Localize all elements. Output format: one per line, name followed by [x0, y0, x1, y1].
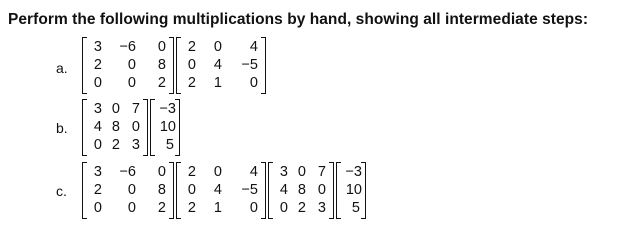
matrix-entry: 10 — [159, 119, 176, 135]
matrix-entry: 2 — [93, 182, 102, 198]
matrix-entry: 2 — [187, 39, 196, 55]
problem-label: a. — [56, 60, 68, 76]
matrix-entry: 0 — [127, 182, 136, 198]
instruction-heading: Perform the following multiplications by hand, showing all intermediate steps: — [8, 11, 589, 28]
matrix-entry: 0 — [213, 39, 222, 55]
matrix-entry: 7 — [131, 101, 140, 117]
matrix — [82, 162, 174, 220]
matrix-entry: 2 — [157, 75, 166, 91]
matrix-entry: 0 — [279, 200, 288, 216]
matrix-entry: 2 — [187, 164, 196, 180]
matrix-entry: 2 — [187, 200, 196, 216]
problem-label: c. — [56, 183, 67, 199]
matrix — [82, 37, 174, 95]
matrix — [150, 99, 180, 157]
matrix-entry: 4 — [93, 119, 102, 135]
matrix-entry: 8 — [111, 119, 120, 135]
matrix-entry: 5 — [165, 137, 174, 153]
matrix-entry: 4 — [279, 182, 288, 198]
matrix-entry: 2 — [297, 200, 306, 216]
matrix-entry: 1 — [213, 200, 222, 216]
matrix-entry: 3 — [317, 200, 326, 216]
problem-b — [0, 99, 619, 159]
problem-c — [0, 162, 619, 222]
matrix-entry: 2 — [93, 57, 102, 73]
matrix-entry: 3 — [93, 39, 102, 55]
matrix-entry: 0 — [249, 200, 258, 216]
problem-a — [0, 37, 619, 97]
matrix-entry: 0 — [127, 75, 136, 91]
matrix — [336, 162, 366, 220]
matrix-entry: 0 — [127, 200, 136, 216]
matrix-entry: 4 — [249, 39, 258, 55]
matrix-entry: 0 — [93, 200, 102, 216]
matrix-entry: 0 — [187, 182, 196, 198]
problem-label: b. — [56, 120, 68, 136]
matrix-entry: −6 — [119, 164, 136, 180]
matrix-entry: −3 — [159, 101, 176, 117]
matrix-entry: 4 — [213, 182, 222, 198]
matrix-entry: 4 — [213, 57, 222, 73]
matrix-entry: 0 — [157, 164, 166, 180]
matrix-entry: 10 — [345, 182, 362, 198]
matrix-entry: 3 — [131, 137, 140, 153]
matrix-entry: 0 — [93, 137, 102, 153]
matrix-entry: 1 — [213, 75, 222, 91]
matrix-entry: 0 — [317, 182, 326, 198]
matrix-entry: 0 — [111, 101, 120, 117]
matrix-entry: 0 — [213, 164, 222, 180]
matrix-entry: 7 — [317, 164, 326, 180]
matrix-entry: 0 — [131, 119, 140, 135]
matrix-entry: −5 — [241, 182, 258, 198]
matrix-entry: 2 — [157, 200, 166, 216]
matrix-entry: 3 — [93, 164, 102, 180]
matrix-entry: 4 — [249, 164, 258, 180]
matrix-entry: 0 — [157, 39, 166, 55]
matrix-entry: 0 — [93, 75, 102, 91]
matrix-entry: 3 — [93, 101, 102, 117]
matrix-entry: 2 — [187, 75, 196, 91]
matrix-entry: 8 — [157, 182, 166, 198]
matrix-entry: 0 — [187, 57, 196, 73]
matrix — [82, 99, 148, 157]
matrix-entry: −3 — [345, 164, 362, 180]
matrix-entry: 2 — [111, 137, 120, 153]
matrix-entry: 8 — [157, 57, 166, 73]
matrix-entry: 3 — [279, 164, 288, 180]
matrix-entry: −6 — [119, 39, 136, 55]
matrix-entry: 0 — [127, 57, 136, 73]
matrix — [176, 162, 266, 220]
matrix — [268, 162, 334, 220]
matrix — [176, 37, 266, 95]
matrix-entry: 0 — [297, 164, 306, 180]
matrix-entry: −5 — [241, 57, 258, 73]
matrix-entry: 8 — [297, 182, 306, 198]
matrix-entry: 5 — [351, 200, 360, 216]
matrix-entry: 0 — [249, 75, 258, 91]
